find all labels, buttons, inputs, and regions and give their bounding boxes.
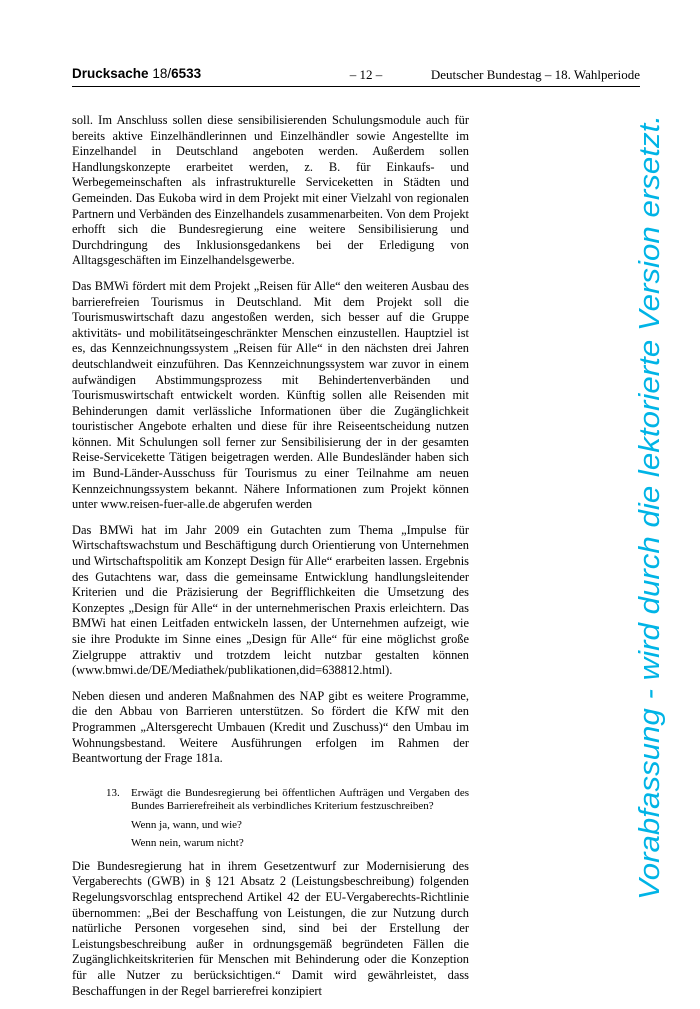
watermark: [617, 110, 675, 900]
question-follow-up-no: Wenn nein, warum nicht?: [131, 837, 244, 850]
question-follow-up-yes: Wenn ja, wann, und wie?: [131, 818, 242, 831]
document-number-prefix: 18/: [152, 66, 172, 81]
question-text: Erwägt die Bundesregierung bei öffentlichen Aufträgen und Vergaben des Bundes Barrierefreiheit als verbindliches Kriterium festzuschreiben?: [131, 786, 469, 813]
question-13: [72, 787, 469, 851]
question-number: 13.: [106, 786, 120, 799]
paragraph-eukoba: soll. Im Anschluss sollen diese sensibilisierenden Schulungsmodule auch für bereits aktive Einzelhändlerinnen und Einzelhändler sowie Angestellte im Einzelhandel in Deutschland angeboten werden. Außerdem sollen Handlungskonzepte erarbeitet werden, z. B. für Einkaufs- und Werbegemeinschaften als infrastrukturelle Serviceketten in Städten und Gemeinden. Das Eukoba wird in dem Projekt mit einer Vielzahl von regionalen Partnern und Verbänden des Einzelhandels zusammenarbeiten. Von dem Projekt erhofft sich die Bundesregierung eine weitere Sensibilisierung und Durchdringung des Inklusionsgedankens bei der Erledigung von Alltagsgeschäften im Einzelhandelsgewerbe.: [72, 113, 469, 268]
paragraph-design-fuer-alle: Das BMWi hat im Jahr 2009 ein Gutachten zum Thema „Impulse für Wirtschaftswachstum und Beschäftigung durch Orientierung von Unternehmen und Wirtschaftspolitik am Konzept Design für Alle“ erarbeiten lassen. Ergebnis des Gutachtens war, dass die gemeinsame Entwicklung handlungsleitender Kriterien und die Präzisierung der Begrifflichkeiten die Umsetzung des Konzeptes „Design für Alle“ in der unternehmerischen Praxis erleichtern. Das BMWi hat einen Leitfaden entwickeln lassen, der Unternehmen aufzeigt, wie sie ihre Produkte im Sinne eines „Design für Alle“ für eine möglichst große Zielgruppe attraktiv und trotzdem leicht nutzbar gestalten können (www.bmwi.de/DE/Mediathek/publikationen,did=638812.html).: [72, 522, 469, 678]
document-label-text: Drucksache: [72, 66, 149, 81]
document-number-bold: 6533: [171, 66, 202, 81]
watermark-graphic: [617, 110, 675, 900]
paragraph-reisen-fuer-alle: Das BMWi fördert mit dem Projekt „Reisen für Alle“ den weiteren Ausbau des barrierefreien Tourismus in Deutschland. Mit dem Projekt soll die Tourismuswirtschaft dazu angestoßen werden, sich besser auf die Gruppe aktivitäts- und mobilitätseingeschränkter Menschen einzustellen. Hauptziel ist es, das Kennzeichnungssystem „Reisen für Alle“ in den nächsten drei Jahren deutschlandweit einzuführen. Das Kennzeichnungssystem war zuvor in einem aufwändigen Abstimmungsprozess mit Behindertenverbänden und Tourismuswirtschaft entwickelt worden. Künftig sollen alle Reisenden mit Behinderungen damit verlässliche Informationen über die Zugänglichkeit touristischer Angebote erhalten und diese für ihre Reiseentscheidung nutzen können. Mit Schulungen soll ferner zur Sensibilisierung der in der gesamten Reise-Servicekette Tätigen beigetragen werden. Alle Bundesländer haben sich im Bund-Länder-Ausschuss für Tourismus zu einer Teilnahme am neuen Kennzeichnungssystem bekannt. Nähere Informationen zum Projekt können unter www.reisen-fuer-alle.de abgerufen werden: [72, 278, 469, 512]
paragraph-nap-programme: Neben diesen und anderen Maßnahmen des NAP gibt es weitere Programme, die den Abbau von Barrieren unterstützen. So fördert die KfW mit den Programmen „Altersgerecht Umbauen (Kredit und Zuschuss)“ den Umbau im Wohnungsbestand. Weitere Ausführungen erfolgen im Rahmen der Beantwortung der Frage 181a.: [72, 688, 469, 766]
page-header: [72, 66, 640, 87]
watermark-text: Vorabfassung - wird durch die lektorierte Version ersetzt.: [634, 171, 666, 900]
answer-paragraph: Die Bundesregierung hat in ihrem Gesetzentwurf zur Modernisierung des Vergaberechts (GWB) in § 121 Absatz 2 (Leistungsbeschreibung) folgenden Regelungsvorschlag entsprechend Artikel 42 der EU-Vergaberechts-Richtlinie übernommen: „Bei der Beschaffung von Leistungen, die zur Nutzung durch natürliche Personen vorgesehen sind, sind bei der Erstellung der Leistungsbeschreibung außer in ordnungsgemäß begründeten Fällen die Zugänglichkeitskriterien für Menschen mit Behinderung oder die Konzeption für alle Nutzer zu berücksichtigen.“ Damit wird gewährleistet, dass Beschaffungen in der Regel barrierefrei konzipiert: [72, 858, 469, 998]
page-number: – 12 –: [349, 67, 383, 82]
body-text: [72, 113, 469, 1009]
institution-period: Deutscher Bundestag – 18. Wahlperiode: [430, 67, 640, 82]
